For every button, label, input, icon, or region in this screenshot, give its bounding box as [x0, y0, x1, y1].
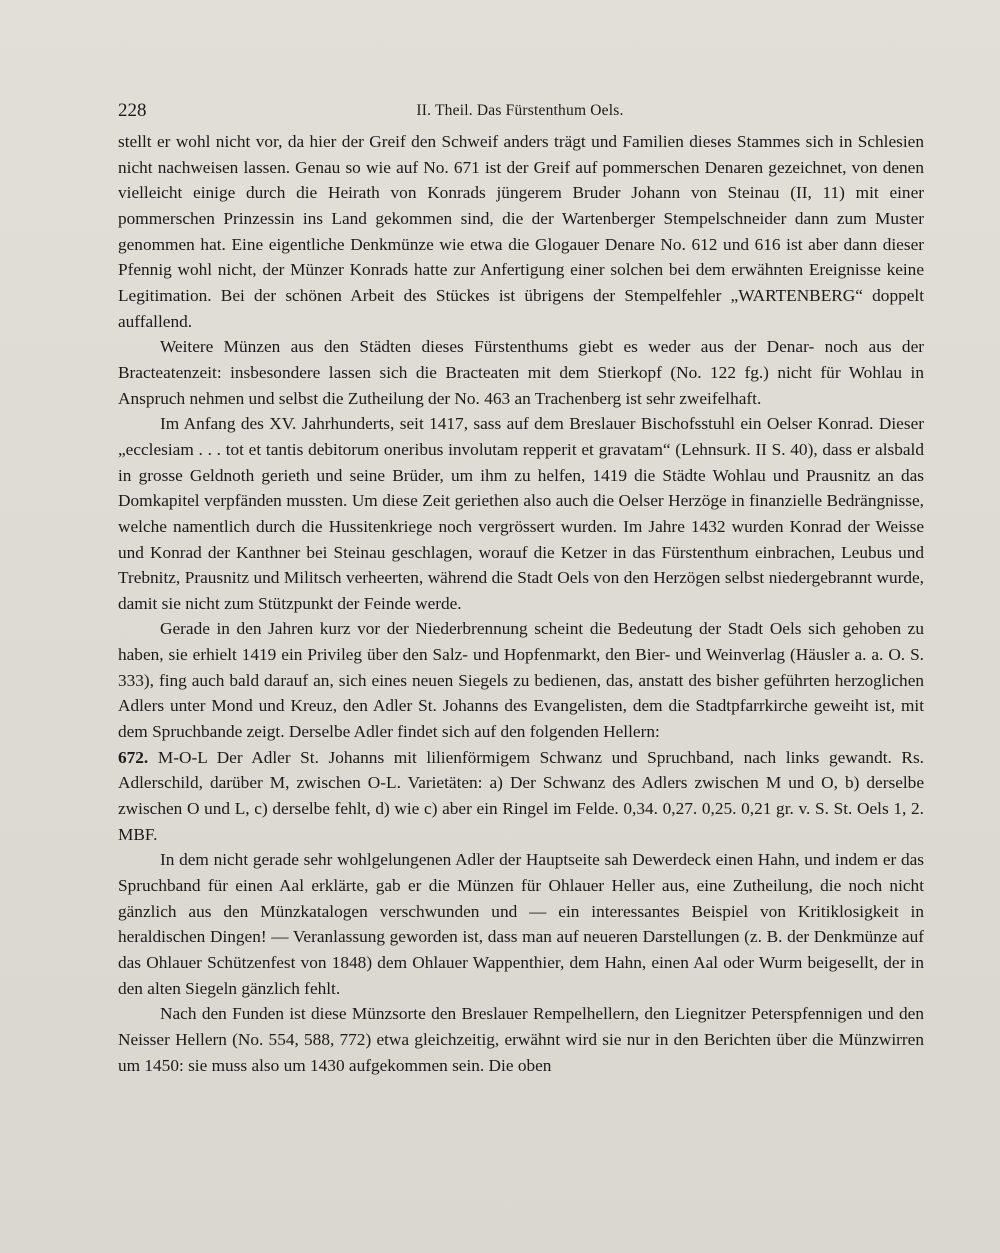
paragraph: In dem nicht gerade sehr wohlgelungenen Adler der Hauptseite sah Dewerdeck einen Hahn, und indem er das Spruchband für einen Aal erklärte, gab er die Münzen für Ohlauer Heller aus, eine Zutheilung, die noch nicht gänzlich aus den Münzkatalogen verschwunden und — ein interessantes Beispiel von Kritiklosigkeit in heraldischen Dingen! — Veranlassung geworden ist, dass man auf neueren Darstellungen (z. B. der Denkmünze auf das Ohlauer Schützenfest von 1848) dem Ohlauer Wappenthier, dem Hahn, einen Aal oder Wurm beigesellt, der in den alten Siegeln gänzlich fehlt. — [118, 850, 924, 998]
running-title: II. Theil. Das Fürstenthum Oels. — [416, 102, 624, 119]
page-number: 228 — [118, 100, 147, 121]
page-body — [118, 129, 924, 1078]
paragraph: Im Anfang des XV. Jahrhunderts, seit 1417, sass auf dem Breslauer Bischofsstuhl ein Oelser Konrad. Dieser „ecclesiam . . . tot et tantis debitorum oneribus involutam repperit et gravatam“ (Lehnsurk. II S. 40), dass er alsbald in grosse Geldnoth gerieth und seine Brüder, um ihm zu helfen, 1419 die Städte Wohlau und Prausnitz an das Domkapitel verpfänden mussten. Um diese Zeit geriethen also auch die Oelser Herzöge in finanzielle Bedrängnisse, welche namentlich durch die Hussitenkriege noch vergrössert wurden. Im Jahre 1432 wurden Konrad der Weisse und Konrad der Kanthner bei Steinau geschlagen, worauf die Ketzer in das Fürstenthum einbrachen, Leubus und Trebnitz, Prausnitz und Militsch verheerten, während die Stadt Oels von den Herzögen selbst niedergebrannt wurde, damit sie nicht zum Stützpunkt der Feinde werde. — [118, 414, 924, 613]
paragraph: Weitere Münzen aus den Städten dieses Fürstenthums giebt es weder aus der Denar- noch aus der Bracteatenzeit: insbesondere lassen sich die Bracteaten mit dem Stierkopf (No. 122 fg.) nicht für Wohlau in Anspruch nehmen und selbst die Zutheilung der No. 463 an Trachenberg ist sehr zweifelhaft. — [118, 337, 924, 408]
catalog-entry-text: M-O-L Der Adler St. Johanns mit lilienförmigem Schwanz und Spruchband, nach links gewandt. Rs. Adlerschild, darüber M, zwischen O-L. Varietäten: a) Der Schwanz des Adlers zwischen M und O, b) derselbe zwischen O und L, c) derselbe fehlt, d) wie c) aber ein Ringel im Felde. 0,34. 0,27. 0,25. 0,21 gr. v. S. St. Oels 1, 2. MBF. — [118, 747, 924, 844]
page-header — [118, 100, 922, 126]
paragraph: Nach den Funden ist diese Münzsorte den Breslauer Rempelhellern, den Liegnitzer Peterspfennigen und den Neisser Hellern (No. 554, 588, 772) etwa gleichzeitig, erwähnt wird sie nur in den Berichten über die Münzwirren um 1450: sie muss also um 1430 aufgekommen sein. Die oben — [118, 1004, 924, 1075]
paragraph-continued: stellt er wohl nicht vor, da hier der Greif den Schweif anders trägt und Familien dieses Stammes sich in Schlesien nicht nachweisen lassen. Genau so wie auf No. 671 ist der Greif auf pommerschen Denaren gezeichnet, von denen vielleicht einige durch die Heirath von Konrads jüngerem Bruder Johann von Steinau (II, 11) mit einer pommerschen Prinzessin ins Land gekommen sind, die der Wartenberger Stempelschneider dann zum Muster genommen hat. Eine eigentliche Denkmünze wie etwa die Glogauer Denare No. 612 und 616 ist aber dann dieser Pfennig wohl nicht, der Münzer Konrads hatte zur Anfertigung einer solchen bei dem erwähnten Ereignisse keine Legitimation. Bei der schönen Arbeit des Stückes ist übrigens der Stempelfehler „WARTENBERG“ doppelt auffallend. — [118, 132, 924, 331]
catalog-entry — [118, 745, 924, 848]
catalog-entry-number: 672. — [118, 747, 149, 767]
paragraph: Gerade in den Jahren kurz vor der Niederbrennung scheint die Bedeutung der Stadt Oels sich gehoben zu haben, sie erhielt 1419 ein Privileg über den Salz- und Hopfenmarkt, den Bier- und Weinverlag (Häusler a. a. O. S. 333), fing auch bald darauf an, sich eines neuen Siegels zu bedienen, das, anstatt des bisher geführten herzoglichen Adlers unter Mond und Kreuz, den Adler St. Johanns des Evangelisten, dem die Stadtpfarrkirche geweiht ist, mit dem Spruchbande zeigt. Derselbe Adler findet sich auf den folgenden Hellern: — [118, 619, 924, 742]
